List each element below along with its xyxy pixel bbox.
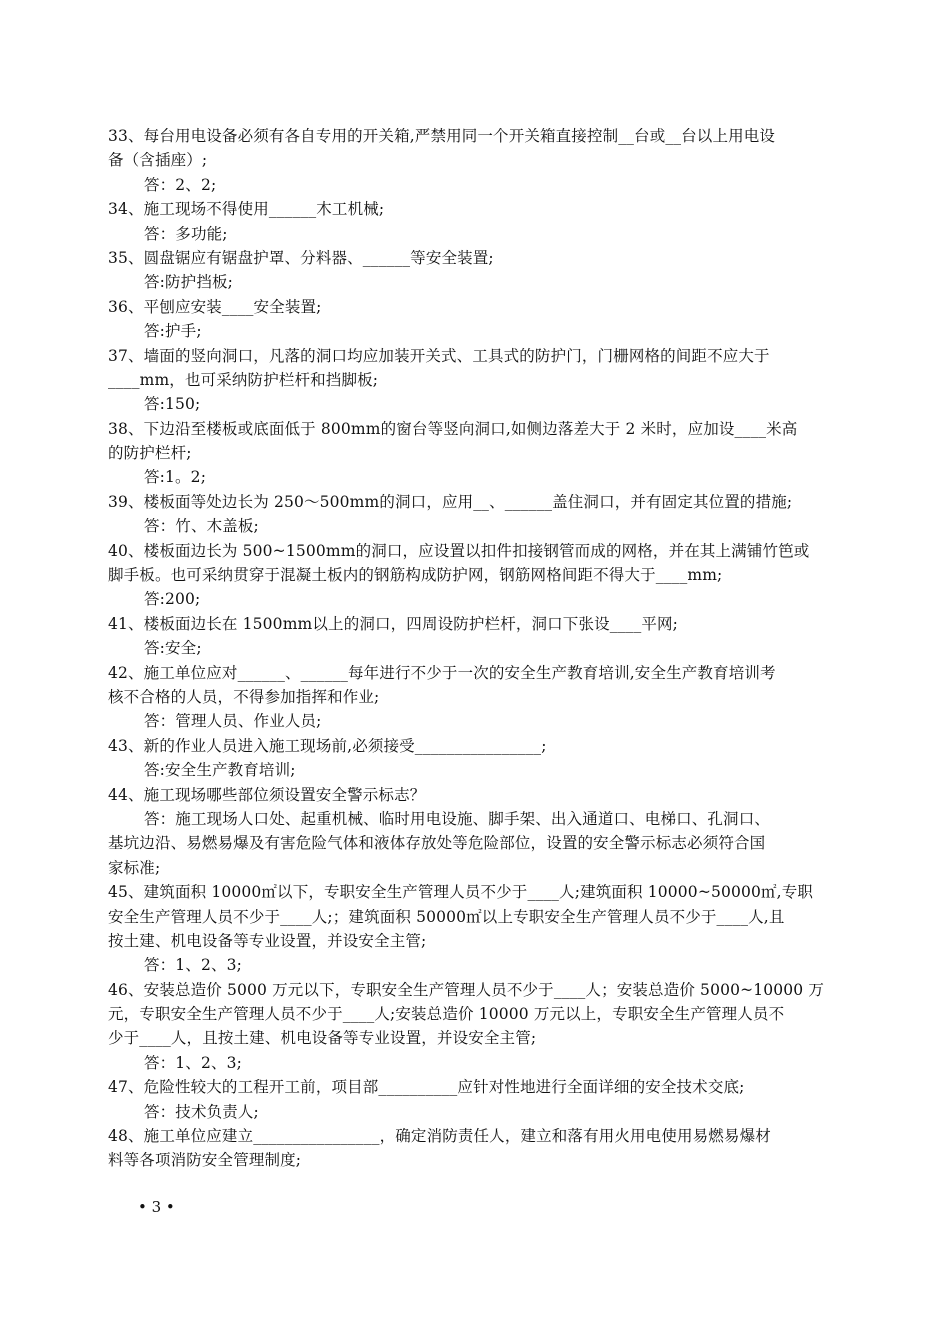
answer-line: 答：2、2; bbox=[144, 175, 217, 194]
answer-line: 答:护手; bbox=[144, 322, 202, 341]
question-line: 元，专职安全生产管理人员不少于____人;安装总造价 10000 万元以上，专职安全生产管理人员不 bbox=[108, 1005, 785, 1024]
question-line: ____mm，也可采纳防护栏杆和挡脚板; bbox=[108, 370, 379, 389]
question-line: 43、新的作业人员进入施工现场前,必须接受________________; bbox=[108, 736, 547, 755]
answer-line: 答:1。2; bbox=[144, 468, 207, 487]
question-line: 36、平刨应安装____安全装置; bbox=[108, 297, 322, 316]
question-line: 44、施工现场哪些部位须设置安全警示标志？ bbox=[108, 785, 426, 804]
document-body bbox=[108, 124, 830, 1173]
answer-line: 答:防护挡板; bbox=[144, 273, 233, 292]
question-line: 备（含插座）; bbox=[108, 151, 208, 170]
answer-line: 答：1、2、3; bbox=[144, 956, 243, 975]
question-line: 40、楼板面边长为 500~1500mm的洞口，应设置以扣件扣接钢管而成的网格，并在其上满铺竹笆或 bbox=[108, 541, 810, 560]
answer-line: 答:200; bbox=[144, 590, 201, 609]
question-line: 少于____人，且按土建、机电设备等专业设置，并设安全主管; bbox=[108, 1029, 537, 1048]
question-line: 46、安装总造价 5000 万元以下，专职安全生产管理人员不少于____人；安装总造价 5000~10000 万 bbox=[108, 980, 825, 999]
question-line: 39、楼板面等处边长为 250～500mm的洞口，应用__、______盖住洞口，并有固定其位置的措施; bbox=[108, 492, 793, 511]
answer-line: 答：竹、木盖板; bbox=[144, 517, 259, 536]
question-line: 41、楼板面边长在 1500mm以上的洞口，四周设防护栏杆，洞口下张设____平网; bbox=[108, 614, 679, 633]
answer-line: 答:150; bbox=[144, 395, 201, 414]
question-line: 料等各项消防安全管理制度; bbox=[108, 1151, 302, 1170]
question-line: 48、施工单位应建立________________，确定消防责任人，建立和落有用火用电使用易燃易爆材 bbox=[108, 1127, 771, 1146]
question-line: 37、墙面的竖向洞口，凡落的洞口均应加装开关式、工具式的防护门，门栅网格的间距不应大于 bbox=[108, 346, 770, 365]
question-line: 基坑边沿、易燃易爆及有害危险气体和液体存放处等危险部位，设置的安全警示标志必须符合国 bbox=[108, 834, 766, 853]
answer-line: 答：施工现场人口处、起重机械、临时用电设施、脚手架、出入通道口、电梯口、孔洞口、 bbox=[144, 809, 771, 828]
question-line: 42、施工单位应对______、______每年进行不少于一次的安全生产教育培训,安全生产教育培训考 bbox=[108, 663, 776, 682]
page-number: • 3 • bbox=[138, 1198, 175, 1216]
answer-line: 答：1、2、3; bbox=[144, 1053, 243, 1072]
question-line: 的防护栏杆; bbox=[108, 444, 192, 463]
answer-line: 答：管理人员、作业人员; bbox=[144, 712, 322, 731]
question-line: 34、施工现场不得使用______木工机械; bbox=[108, 200, 385, 219]
answer-line: 答：技术负责人; bbox=[144, 1102, 259, 1121]
question-line: 按土建、机电设备等专业设置，并设安全主管; bbox=[108, 931, 427, 950]
question-line: 家标准; bbox=[108, 858, 161, 877]
question-line: 45、建筑面积 10000㎡以下，专职安全生产管理人员不少于____人;建筑面积 10000~50000㎡,专职 bbox=[108, 883, 814, 902]
answer-line: 答：多功能; bbox=[144, 224, 228, 243]
question-line: 脚手板。也可采纳贯穿于混凝土板内的钢筋构成防护网，钢筋网格间距不得大于____mm; bbox=[108, 566, 723, 585]
question-line: 35、圆盘锯应有锯盘护罩、分料器、______等安全装置; bbox=[108, 248, 494, 267]
question-line: 安全生产管理人员不少于____人;；建筑面积 50000㎡以上专职安全生产管理人员不少于____人,且 bbox=[108, 907, 785, 926]
question-line: 33、每台用电设备必须有各自专用的开关箱,严禁用同一个开关箱直接控制__台或__台以上用电设 bbox=[108, 127, 776, 145]
question-line: 38、下边沿至楼板或底面低于 800mm的窗台等竖向洞口,如侧边落差大于 2 米时，应加设____米高 bbox=[108, 419, 798, 438]
answer-line: 答:安全; bbox=[144, 639, 202, 658]
answer-line: 答:安全生产教育培训; bbox=[144, 761, 296, 780]
question-line: 核不合格的人员，不得参加指挥和作业; bbox=[108, 687, 380, 706]
question-line: 47、危险性较大的工程开工前，项目部__________应针对性地进行全面详细的安全技术交底; bbox=[108, 1078, 745, 1097]
